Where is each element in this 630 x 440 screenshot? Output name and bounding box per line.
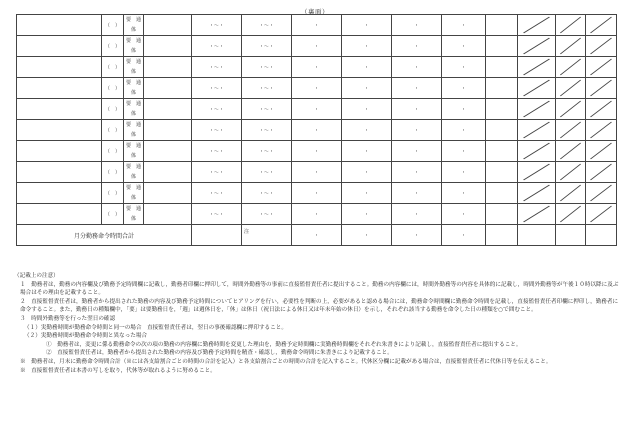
slash-cell xyxy=(586,99,617,120)
table-row xyxy=(17,204,617,225)
time-range: ・～・ xyxy=(208,148,224,155)
kind-top: 要 通 xyxy=(125,79,141,86)
dot-cell: ・ xyxy=(342,99,392,120)
dot-cell: ・ xyxy=(342,141,392,162)
time-range: ・～・ xyxy=(258,22,274,29)
slash-cell xyxy=(556,15,586,36)
time-range: ・～・ xyxy=(258,190,274,197)
dot-cell: ・ xyxy=(342,162,392,183)
kind-bottom: 体 xyxy=(130,173,136,180)
kind-bottom: 体 xyxy=(130,215,136,222)
slash-cell xyxy=(586,162,617,183)
kind-cell xyxy=(124,99,144,120)
dot-cell: ・ xyxy=(392,15,442,36)
table-row xyxy=(17,120,617,141)
total-dot: ・ xyxy=(342,225,392,246)
kind-bottom: 体 xyxy=(130,152,136,159)
paren-cell xyxy=(102,57,124,78)
order-time-cell xyxy=(242,183,292,204)
slash-cell xyxy=(556,99,586,120)
time-range: ・～・ xyxy=(258,211,274,218)
note-item: ② 直接監督責任者は，勤務者から提出された勤務の内容及び勤務予定時間を精査・確認し，勤務命令時間に朱書きにより記載すること。 xyxy=(46,350,393,357)
kind-bottom: 体 xyxy=(130,26,136,33)
date-cell xyxy=(17,78,102,99)
dot-cell: ・ xyxy=(292,120,342,141)
kind-cell xyxy=(124,57,144,78)
table-row xyxy=(17,57,617,78)
plan-time-cell xyxy=(192,204,242,225)
writing-notes xyxy=(14,272,620,375)
kind-cell xyxy=(124,204,144,225)
dot-cell: ・ xyxy=(342,15,392,36)
content-cell xyxy=(144,162,192,183)
total-label: 月分勤務命令時間合計 xyxy=(73,232,134,240)
dot-cell: ・ xyxy=(392,141,442,162)
slash-cell xyxy=(586,141,617,162)
total-label-cell xyxy=(17,225,192,246)
plan-time-cell xyxy=(192,183,242,204)
date-cell xyxy=(17,15,102,36)
time-range: ・～・ xyxy=(208,43,224,50)
slash-cell xyxy=(586,204,617,225)
time-range: ・～・ xyxy=(258,148,274,155)
kind-top: 要 通 xyxy=(125,142,141,149)
date-cell xyxy=(17,120,102,141)
blank-cell xyxy=(486,141,518,162)
notes-heading: （記載上の注意） xyxy=(14,273,59,279)
dot-cell: ・ xyxy=(442,36,486,57)
note-item: １ 勤務者は，勤務の内容欄及び勤務予定時間欄に記載し，勤務者印欄に押印して，時間外勤務等の事前に直接監督責任者に提出すること。勤務の内容欄には，時間外勤務等の内容を具体的に記載し，時間外勤務等が午後１０時以降に及ぶ場合はその理由を記載すること。 xyxy=(20,281,619,297)
plan-time-cell xyxy=(192,120,242,141)
slash-cell xyxy=(556,120,586,141)
total-blank xyxy=(556,225,586,246)
plan-time-cell xyxy=(192,99,242,120)
table-row xyxy=(17,78,617,99)
date-cell xyxy=(17,183,102,204)
date-cell xyxy=(17,204,102,225)
dot-cell: ・ xyxy=(442,162,486,183)
content-cell xyxy=(144,36,192,57)
page-header: （裏面） xyxy=(301,8,329,16)
order-time-cell xyxy=(242,162,292,183)
order-time-cell xyxy=(242,15,292,36)
content-cell xyxy=(144,57,192,78)
slash-cell xyxy=(518,78,556,99)
plan-time-cell xyxy=(192,162,242,183)
plan-time-cell xyxy=(192,141,242,162)
time-range: ・～・ xyxy=(208,190,224,197)
slash-cell xyxy=(556,57,586,78)
plan-time-cell xyxy=(192,15,242,36)
slash-cell xyxy=(586,183,617,204)
paren-text: （ ） xyxy=(104,106,120,113)
total-dot: ・ xyxy=(442,225,486,246)
kind-bottom: 体 xyxy=(130,131,136,138)
kind-bottom: 体 xyxy=(130,89,136,96)
dot-cell: ・ xyxy=(292,99,342,120)
dot-cell: ・ xyxy=(292,141,342,162)
kind-bottom: 体 xyxy=(130,110,136,117)
slash-cell xyxy=(586,57,617,78)
table-row xyxy=(17,15,617,36)
kind-top: 要 通 xyxy=(125,184,141,191)
time-range: ・～・ xyxy=(258,43,274,50)
total-row xyxy=(17,225,617,246)
paren-text: （ ） xyxy=(104,190,120,197)
kind-bottom: 体 xyxy=(130,194,136,201)
table-row xyxy=(17,183,617,204)
dot-cell: ・ xyxy=(442,183,486,204)
note-item: ※ 勤務者は，月末に勤務命令時間合計（※には各支給割合ごとの時間の合計を記入）と各支給割合ごとの時間の合計を記入すること。代休区分欄に記載がある場合は，直接監督責任者に代休日等を伝えること。 xyxy=(20,358,552,365)
time-range: ・～・ xyxy=(258,169,274,176)
note-item: ① 勤務者は，変更に係る勤務命令の次の項の勤務の内容欄に勤務時間を変更した理由を，勤務予定時間欄に実勤務時間欄をそれぞれ朱書きにより記載し，直接監督責任者に提出すること。 xyxy=(46,341,522,348)
paren-cell xyxy=(102,141,124,162)
kind-bottom: 体 xyxy=(130,68,136,75)
kind-top: 要 通 xyxy=(125,100,141,107)
total-dot: ・ xyxy=(292,225,342,246)
blank-cell xyxy=(486,162,518,183)
paren-cell xyxy=(102,15,124,36)
plan-time-cell xyxy=(192,36,242,57)
blank-cell xyxy=(486,15,518,36)
dot-cell: ・ xyxy=(292,183,342,204)
order-time-cell xyxy=(242,99,292,120)
kind-cell xyxy=(124,120,144,141)
paren-text: （ ） xyxy=(104,43,120,50)
dot-cell: ・ xyxy=(392,78,442,99)
paren-cell xyxy=(102,78,124,99)
total-blank xyxy=(586,225,617,246)
date-cell xyxy=(17,57,102,78)
blank-cell xyxy=(486,120,518,141)
time-range: ・～・ xyxy=(258,64,274,71)
time-range: ・～・ xyxy=(258,85,274,92)
slash-cell xyxy=(518,183,556,204)
dot-cell: ・ xyxy=(292,57,342,78)
slash-cell xyxy=(586,36,617,57)
dot-cell: ・ xyxy=(292,78,342,99)
dot-cell: ・ xyxy=(392,57,442,78)
order-time-cell xyxy=(242,204,292,225)
date-cell xyxy=(17,36,102,57)
slash-cell xyxy=(518,15,556,36)
slash-cell xyxy=(518,120,556,141)
slash-cell xyxy=(518,204,556,225)
paren-text: （ ） xyxy=(104,127,120,134)
note-item: （２）実勤務時間が勤務命令時間と異なった場合 xyxy=(24,333,148,340)
kind-top: 要 通 xyxy=(125,16,141,23)
order-time-cell xyxy=(242,36,292,57)
table-row xyxy=(17,36,617,57)
dot-cell: ・ xyxy=(342,120,392,141)
date-cell xyxy=(17,99,102,120)
slash-cell xyxy=(556,141,586,162)
paren-text: （ ） xyxy=(104,211,120,218)
date-cell xyxy=(17,141,102,162)
content-cell xyxy=(144,99,192,120)
order-time-cell xyxy=(242,120,292,141)
dot-cell: ・ xyxy=(292,204,342,225)
slash-cell xyxy=(518,36,556,57)
kind-bottom: 体 xyxy=(130,47,136,54)
paren-text: （ ） xyxy=(104,148,120,155)
kind-cell xyxy=(124,183,144,204)
slash-cell xyxy=(556,204,586,225)
time-range: ・～・ xyxy=(208,85,224,92)
slash-cell xyxy=(518,162,556,183)
dot-cell: ・ xyxy=(442,99,486,120)
dot-cell: ・ xyxy=(392,36,442,57)
content-cell xyxy=(144,183,192,204)
slash-cell xyxy=(586,78,617,99)
content-cell xyxy=(144,15,192,36)
dot-cell: ・ xyxy=(442,204,486,225)
total-blank xyxy=(518,225,556,246)
kind-cell xyxy=(124,36,144,57)
blank-cell xyxy=(486,36,518,57)
kind-top: 要 通 xyxy=(125,121,141,128)
slash-cell xyxy=(556,78,586,99)
slash-cell xyxy=(518,57,556,78)
content-cell xyxy=(144,78,192,99)
table-row xyxy=(17,162,617,183)
order-time-cell xyxy=(242,57,292,78)
slash-cell xyxy=(518,99,556,120)
note-item: ※ 直接監督責任者は本書の写しを取り，代休等が取れるように努めること。 xyxy=(20,367,216,374)
paren-text: （ ） xyxy=(104,85,120,92)
dot-cell: ・ xyxy=(442,120,486,141)
dot-cell: ・ xyxy=(442,78,486,99)
paren-cell xyxy=(102,204,124,225)
time-range: ・～・ xyxy=(258,106,274,113)
content-cell xyxy=(144,204,192,225)
paren-text: （ ） xyxy=(104,64,120,71)
paren-cell xyxy=(102,120,124,141)
dot-cell: ・ xyxy=(292,15,342,36)
plan-time-cell xyxy=(192,57,242,78)
plan-time-cell xyxy=(192,78,242,99)
blank-cell xyxy=(486,57,518,78)
order-time-cell xyxy=(242,78,292,99)
content-cell xyxy=(144,120,192,141)
total-empty xyxy=(192,225,242,246)
dot-cell: ・ xyxy=(442,141,486,162)
blank-cell xyxy=(486,183,518,204)
paren-text: （ ） xyxy=(104,22,120,29)
slash-cell xyxy=(556,162,586,183)
dot-cell: ・ xyxy=(342,36,392,57)
kind-cell xyxy=(124,15,144,36)
kind-top: 要 通 xyxy=(125,205,141,212)
dot-cell: ・ xyxy=(392,183,442,204)
blank-cell xyxy=(486,99,518,120)
kind-cell xyxy=(124,78,144,99)
paren-cell xyxy=(102,183,124,204)
total-note: 注 xyxy=(244,229,250,235)
kind-top: 要 通 xyxy=(125,58,141,65)
time-range: ・～・ xyxy=(208,127,224,134)
total-note-cell xyxy=(242,225,292,246)
kind-cell xyxy=(124,162,144,183)
dot-cell: ・ xyxy=(442,57,486,78)
paren-cell xyxy=(102,162,124,183)
blank-cell xyxy=(486,78,518,99)
note-item: ２ 直接監督責任者は，勤務者から提出された勤務の内容及び勤務予定時間についてヒアリングを行い，必要性を判断の上，必要があると認める場合には，勤務命令時間欄に勤務命令時間を記載し，直接監督責任者印欄に押印し，勤務者に命令すること。また，勤務日の種類欄中，「要」は要勤務日を，「週」は週休日を，「休」は休日（祝日法による休日又は年末年始の休日）を示し，それぞれ該当する勤務を命令した日の種類を○で囲むこと。 xyxy=(20,298,619,314)
dot-cell: ・ xyxy=(342,78,392,99)
time-range: ・～・ xyxy=(208,211,224,218)
time-range: ・～・ xyxy=(208,22,224,29)
dot-cell: ・ xyxy=(292,162,342,183)
dot-cell: ・ xyxy=(342,183,392,204)
dot-cell: ・ xyxy=(392,204,442,225)
slash-cell xyxy=(518,141,556,162)
kind-top: 要 通 xyxy=(125,163,141,170)
dot-cell: ・ xyxy=(292,36,342,57)
work-order-table xyxy=(16,14,617,246)
table-row xyxy=(17,99,617,120)
note-item: （１）実勤務時間が勤務命令時間と同一の場合 直接監督責任者は，翌日の事後確認欄に押印すること。 xyxy=(24,324,287,331)
kind-top: 要 通 xyxy=(125,37,141,44)
order-time-cell xyxy=(242,141,292,162)
time-range: ・～・ xyxy=(208,106,224,113)
total-blank xyxy=(486,225,518,246)
dot-cell: ・ xyxy=(392,120,442,141)
kind-cell xyxy=(124,141,144,162)
content-cell xyxy=(144,141,192,162)
blank-cell xyxy=(486,204,518,225)
date-cell xyxy=(17,162,102,183)
paren-cell xyxy=(102,36,124,57)
dot-cell: ・ xyxy=(392,162,442,183)
note-item: ３ 時間外勤務等を行った翌日の確認 xyxy=(20,315,116,322)
dot-cell: ・ xyxy=(342,204,392,225)
time-range: ・～・ xyxy=(208,169,224,176)
dot-cell: ・ xyxy=(342,57,392,78)
slash-cell xyxy=(586,120,617,141)
paren-text: （ ） xyxy=(104,169,120,176)
slash-cell xyxy=(556,183,586,204)
dot-cell: ・ xyxy=(442,15,486,36)
slash-cell xyxy=(586,15,617,36)
time-range: ・～・ xyxy=(258,127,274,134)
dot-cell: ・ xyxy=(392,99,442,120)
slash-cell xyxy=(556,36,586,57)
time-range: ・～・ xyxy=(208,64,224,71)
table-row xyxy=(17,141,617,162)
paren-cell xyxy=(102,99,124,120)
total-dot: ・ xyxy=(392,225,442,246)
